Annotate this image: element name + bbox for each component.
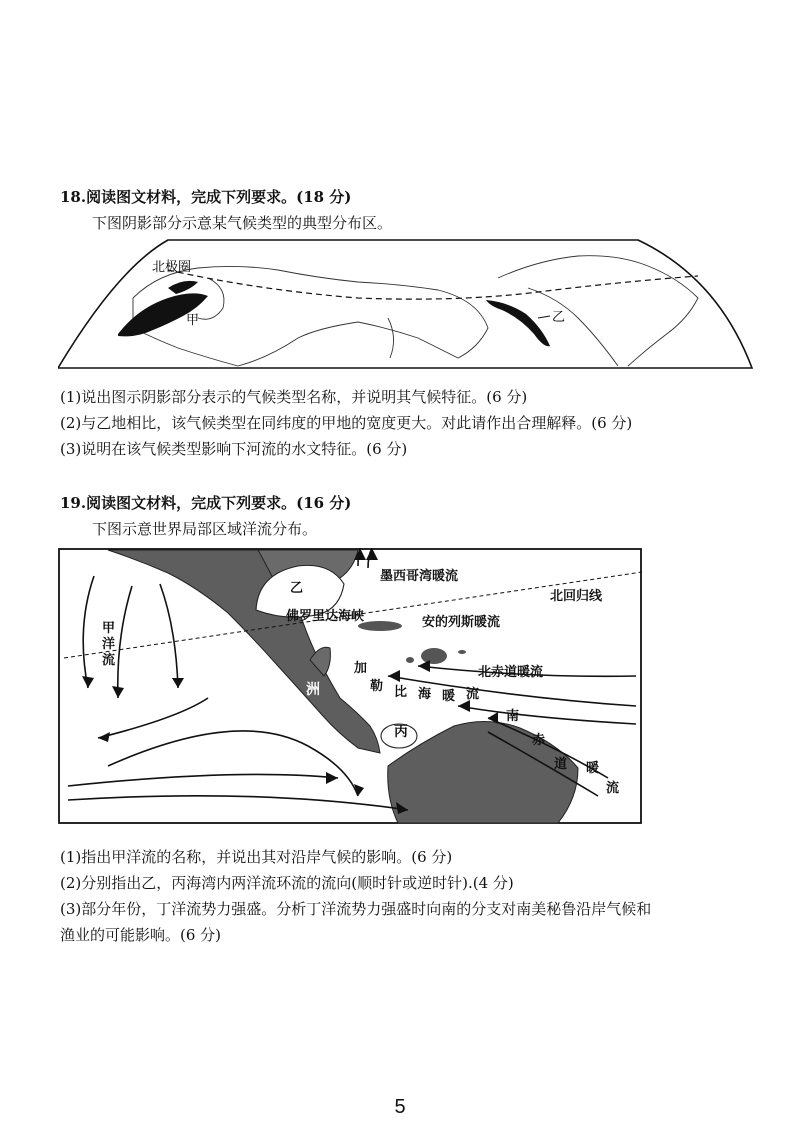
label-jia-char: 甲 xyxy=(102,621,116,636)
q18-question-3: (3)说明在该气候类型影响下河流的水文特征。(6 分) xyxy=(60,440,408,458)
island-cuba xyxy=(358,621,402,631)
label-caribbean-char: 海 xyxy=(418,687,432,702)
q18-question-2: (2)与乙地相比，该气候类型在同纬度的甲地的宽度更大。对此请作出合理解释。(6 分) xyxy=(60,414,633,432)
label-yi: 乙 xyxy=(552,310,566,325)
label-tropic-of-cancer: 北回归线 xyxy=(550,589,603,604)
label-jia-char: 洋 xyxy=(102,637,116,652)
q19-header: 19.阅读图文材料，完成下列要求。(16 分) xyxy=(60,494,352,512)
label-central-america-char: 美 xyxy=(234,656,248,672)
label-caribbean-char: 加 xyxy=(354,661,368,676)
page-number: 5 xyxy=(394,1096,406,1118)
label-s-equatorial-char: 南 xyxy=(506,709,520,724)
q18-question-1: (1)说出图示阴影部分表示的气候类型名称，并说明其气候特征。(6 分) xyxy=(60,388,528,406)
q18-climate-map xyxy=(58,238,754,378)
q19-question-3: (3)部分年份，丁洋流势力强盛。分析丁洋流势力强盛时向南的分支对南美秘鲁沿岸气候和 xyxy=(60,900,652,918)
label-caribbean-char: 勒 xyxy=(370,679,384,694)
label-s-equatorial-char: 暖 xyxy=(586,761,600,776)
label-gulf-stream: 墨西哥湾暖流 xyxy=(380,569,459,584)
label-central-america-char: 洲 xyxy=(306,682,320,698)
label-jia: 甲 xyxy=(186,313,200,328)
island-hispaniola xyxy=(421,648,447,664)
label-s-equatorial-char: 赤 xyxy=(532,733,546,748)
label-s-equatorial-char: 流 xyxy=(606,781,620,796)
label-caribbean-char: 比 xyxy=(394,685,408,700)
q18-header: 18.阅读图文材料，完成下列要求。(18 分) xyxy=(60,188,352,206)
label-caribbean-char: 暖 xyxy=(442,689,456,704)
label-caribbean-char: 流 xyxy=(466,687,480,702)
label-florida-strait: 佛罗里达海峡 xyxy=(286,609,365,624)
label-yi-bay: 乙 xyxy=(290,581,304,596)
q19-intro: 下图示意世界局部区域洋流分布。 xyxy=(92,520,318,538)
label-s-equatorial-char: 道 xyxy=(554,757,568,772)
island-jamaica xyxy=(406,657,414,663)
label-jia-char: 流 xyxy=(102,653,116,668)
q19-question-3-cont: 渔业的可能影响。(6 分) xyxy=(60,926,222,944)
label-arctic-circle: 北极圈 xyxy=(152,260,192,275)
label-jia-current xyxy=(102,621,115,668)
label-north-equatorial-current: 北赤道暖流 xyxy=(478,665,544,680)
q19-question-1: (1)指出甲洋流的名称，并说出其对沿岸气候的影响。(6 分) xyxy=(60,848,453,866)
q19-question-2: (2)分别指出乙，丙海湾内两洋流环流的流向(顺时针或逆时针).(4 分) xyxy=(60,874,514,892)
label-central-america-char: 中 xyxy=(210,610,224,626)
q19-ocean-current-map xyxy=(58,548,642,824)
label-antilles-current: 安的列斯暖流 xyxy=(422,615,501,630)
q18-intro: 下图阴影部分示意某气候类型的典型分布区。 xyxy=(92,214,393,232)
label-bing-bay: 丙 xyxy=(394,724,408,740)
island-puerto-rico xyxy=(458,650,466,654)
